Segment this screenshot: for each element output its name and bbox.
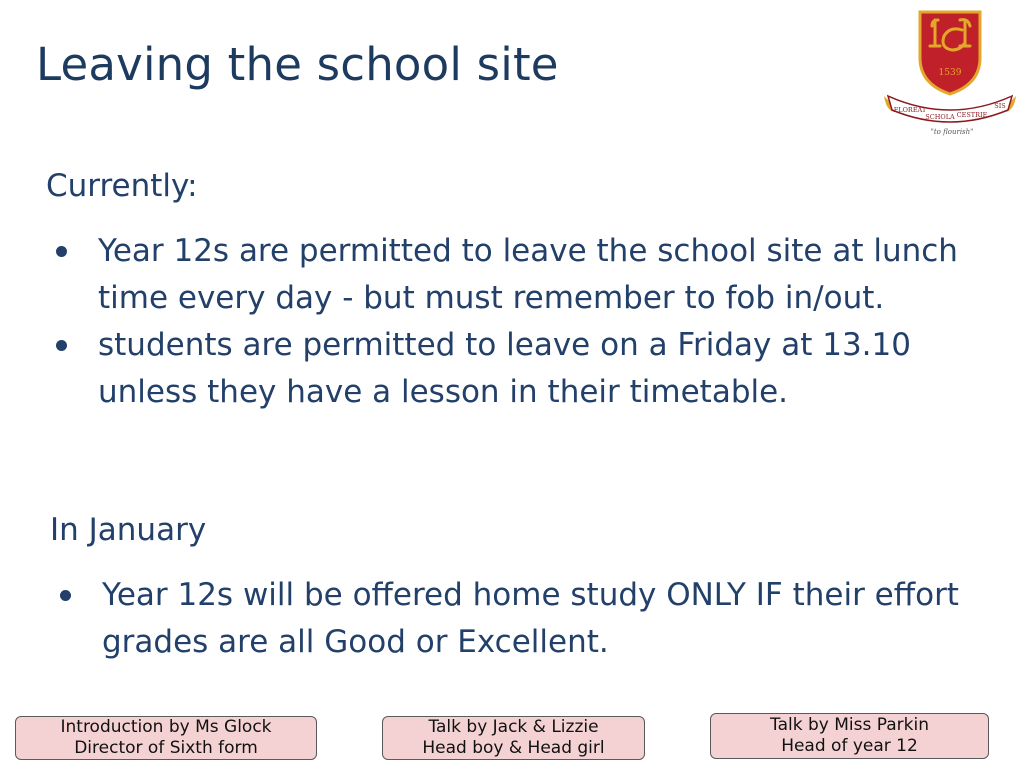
nav-button-line1: Talk by Jack & Lizzie	[428, 717, 599, 737]
nav-button-line2: Head boy & Head girl	[422, 738, 605, 758]
nav-button-head-students-talk[interactable]	[382, 716, 645, 760]
bullet-text: Year 12s are permitted to leave the school site at lunch time every day - but must remember to fob in/out.	[98, 233, 958, 316]
january-heading: In January	[50, 512, 207, 548]
january-rules-list	[60, 572, 960, 666]
crest-banner-word-4: SIS	[994, 102, 1006, 110]
nav-button-line2: Head of year 12	[781, 736, 918, 756]
bullet-icon	[56, 340, 67, 351]
bullet-text: students are permitted to leave on a Friday at 13.10 unless they have a lesson in their timetable.	[98, 327, 911, 410]
nav-button-introduction[interactable]	[15, 716, 317, 760]
list-item	[60, 572, 960, 666]
nav-button-line1: Talk by Miss Parkin	[770, 715, 929, 735]
nav-button-head-of-year-talk[interactable]	[710, 713, 989, 759]
crest-banner-word-2: SCHOLA	[925, 113, 955, 121]
crest-banner-word-3: CESTRIE	[956, 111, 988, 119]
crest-motto: "to flourish"	[930, 128, 974, 136]
nav-button-line1: Introduction by Ms Glock	[60, 717, 272, 737]
school-crest-logo	[880, 6, 1020, 138]
bullet-icon	[60, 590, 71, 601]
list-item	[56, 228, 986, 322]
crest-banner-word-1: FLOREAT	[893, 106, 927, 114]
bullet-text: Year 12s will be offered home study ONLY IF their effort grades are all Good or Excellent.	[102, 577, 959, 660]
list-item	[56, 322, 986, 416]
current-rules-list	[56, 228, 986, 416]
nav-button-line2: Director of Sixth form	[74, 738, 258, 758]
slide-title: Leaving the school site	[36, 38, 559, 91]
currently-heading: Currently:	[46, 168, 198, 204]
crest-year: 1539	[938, 68, 962, 78]
bullet-icon	[56, 246, 67, 257]
